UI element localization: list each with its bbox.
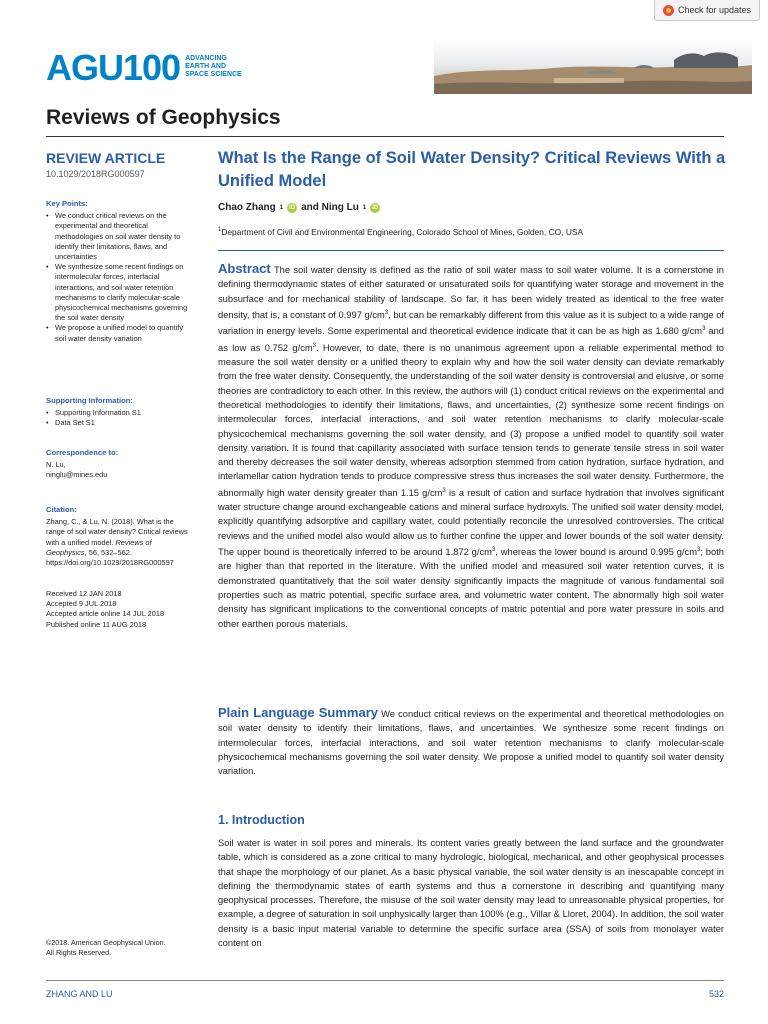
key-points-list bbox=[46, 211, 194, 344]
logo-mark: AGU100 bbox=[46, 47, 181, 88]
supporting-information bbox=[46, 396, 194, 429]
abstract: Abstract The soil water density is defined as the ratio of soil water mass to soil water volume. It is a cornerstone in defining thermodynamic states of either saturated or unsaturated soils for quantifying water storage and movement in the subsurface and for mechanical stability of landscape. So far, it has been widely treated as identical to the free water density, that is, a constant of 0.997 $g/cm^3$, but can be remarkably different from this value as it is subject to a wide range of variation in energy levels. Some experimental and theoretical evidence indicate that it can be as high as 1.680 $g/cm^3$ and as low as 0.752 $g/cm^3$. However, to date, there is no unanimous agreement upon a reliable experimental method to measure the soil water density or a unified theory to explain why and how the soil water density can deviate remarkably from the free water density. Consequently, the understanding of the soil water density is controversial and elusive, or some theories are contradictory to each other. In this review, the authors will (1) conduct critical reviews on the experimental and theoretical methodologies to identify their limitations, flaws, and uncertainties, (2) synthesize some recent findings on intermolecular forces, interfacial interactions, and soil water retention mechanisms to clarify molecular-scale physicochemical mechanisms governing the soil water density, and (3) propose a unified model to quantify soil water density variation. It is found that capillarity associated with surface tension tends to generate tensile stress in soil water and thereby decreases the soil water density, whereas adsorption stemmed from cation hydration, surface hydration, and interlamellar cation hydration tends to produce compressive stress thus increases the soil water density. Furthermore, the abnormally high water density greater than 1.15 $g/cm^3$ is a result of cation and surface hydration that involves significant water structure change around exchangeable cations and mineral surface hydroxyls. The unified soil water density model, explicitly quantifying adsorptive and capillary water, could potentially reconcile the unresolved controversies. The critical reviews and the unified model also would allow us to further confine the upper and lower bounds of the soil water density. The upper bound is theoretically inferred to be around 1.872 $g/cm^3$, whereas the lower bound is around 0.995 $g/cm^3$; both are higher than that reported in the literature. With the unified model and measured soil water retention curves, it is demonstrated quantitatively that the soil water density significantly impacts the magnitude of various fundamental soil properties such as matric potential, specific surface area, and volumetric water content. The abnormally high soil water density has significant implications to the conventional concepts of matric potential and pore water pressure in soils and other earthen porous materials. bbox=[218, 261, 724, 629]
key-points bbox=[46, 199, 194, 344]
crossmark-icon bbox=[663, 5, 674, 16]
correspondence-heading: Correspondence to: bbox=[46, 448, 119, 457]
orcid-icon[interactable]: iD bbox=[372, 204, 379, 211]
date-accepted: Accepted 9 JUL 2018 bbox=[46, 599, 117, 609]
authors: Chao Zhang 1 iD and Ning Lu 1 iD bbox=[218, 202, 379, 213]
date-published: Published online 11 AUG 2018 bbox=[46, 619, 147, 629]
page-number: 532 bbox=[708, 989, 724, 999]
author-name[interactable]: Chao Zhang bbox=[218, 202, 276, 213]
citation bbox=[46, 505, 194, 568]
journal-title: Reviews of Geophysics bbox=[46, 106, 281, 129]
date-accepted-online: Accepted article online 14 JUL 2018 bbox=[46, 609, 165, 619]
article-title: What Is the Range of Soil Water Density? Critical Reviews With a Unified Model bbox=[218, 149, 726, 190]
agu100-logo bbox=[46, 47, 242, 88]
key-points-heading: Key Points: bbox=[46, 199, 88, 208]
header-rule bbox=[46, 136, 724, 137]
orcid-icon[interactable]: iD bbox=[289, 204, 296, 211]
abstract-heading: Abstract bbox=[218, 261, 271, 276]
copyright: ©2018. American Geophysical Union. All Rights Reserved. bbox=[46, 938, 166, 957]
title-rule bbox=[218, 250, 724, 251]
correspondence-name: N. Lu, bbox=[46, 460, 66, 470]
doi[interactable]: 10.1029/2018RG000597 bbox=[46, 169, 145, 179]
correspondence bbox=[46, 448, 194, 481]
affiliation: $^1$Department of Civil and Environmental Engineering, Colorado School of Mines, Golden, CO, USA bbox=[218, 227, 584, 237]
supporting-heading: Supporting Information: bbox=[46, 396, 133, 405]
author-name[interactable]: and Ning Lu bbox=[301, 202, 359, 213]
running-authors: ZHANG AND LU bbox=[46, 989, 113, 999]
supporting-item[interactable]: • Supporting Information S1 bbox=[46, 408, 194, 418]
citation-heading: Citation: bbox=[46, 505, 77, 514]
key-point: • We conduct critical reviews on the experimental and theoretical methodologies on soil water density to identify their limitations, flaws, and uncertainties bbox=[46, 211, 194, 262]
correspondence-email[interactable]: ninglu@mines.edu bbox=[46, 470, 108, 480]
supporting-item[interactable]: • Data Set S1 bbox=[46, 418, 194, 428]
article-dates bbox=[46, 589, 194, 630]
logo-tagline: ADVANCING EARTH AND SPACE SCIENCE bbox=[185, 55, 242, 78]
article-type: REVIEW ARTICLE bbox=[46, 150, 166, 166]
plain-language-summary: Plain Language Summary We conduct critical reviews on the experimental and theoretical methodologies on soil water density to identify their limitations, flaws, and uncertainties. We synthesize some recent findings on intermolecular forces, interfacial interactions, and soil water retention mechanisms to clarify molecular-scale physicochemical mechanisms governing the soil water density. We propose a unified model to quantify soil water density variation. bbox=[218, 705, 724, 777]
citation-text: Zhang, C., & Lu, N. (2018). What is the range of soil water density? Critical reviews with a unified model. Reviews of Geophysics, 56, 532–562. https://doi.org/10.1029/2018RG000597 bbox=[46, 517, 188, 568]
date-received: Received 12 JAN 2018 bbox=[46, 589, 122, 598]
introduction-heading: 1. Introduction bbox=[218, 813, 305, 827]
key-point: • We propose a unified model to quantify soil water density variation bbox=[46, 323, 194, 343]
pls-heading: Plain Language Summary bbox=[218, 705, 379, 720]
introduction-text: Soil water is water in soil pores and minerals. Its content varies greatly between the land surface and the groundwater table, which is considered as a zone critical to many hydrologic, biological, mechanical, and other geophysical processes that shape the morphology of our planet. As a basic physical variable, the soil water density is an inescapable concept in defining the thermodynamic states of earth systems and thus a cornerstone in describing and quantifying many geophysical processes. Therefore, the misuse of the soil water density may lead to unreasonable physical properties, for example, a degree of saturation in soil unphysically larger than 100% (e.g., Villar & Lloret, 2004). In addition, the soil water density is a basic input material variable to determine the specific surface area (SSA) of soils from monolayer water content on bbox=[218, 838, 724, 949]
landscape-banner-image bbox=[434, 38, 752, 94]
check-for-updates-button[interactable] bbox=[654, 0, 760, 21]
footer-rule bbox=[46, 980, 724, 981]
key-point: • We synthesize some recent findings on intermolecular forces, interfacial interactions, and soil water retention mechanisms to clarify molecular-scale physicochemical mechanisms governing the soil water density bbox=[46, 262, 194, 323]
check-for-updates-label: Check for updates bbox=[677, 5, 751, 15]
